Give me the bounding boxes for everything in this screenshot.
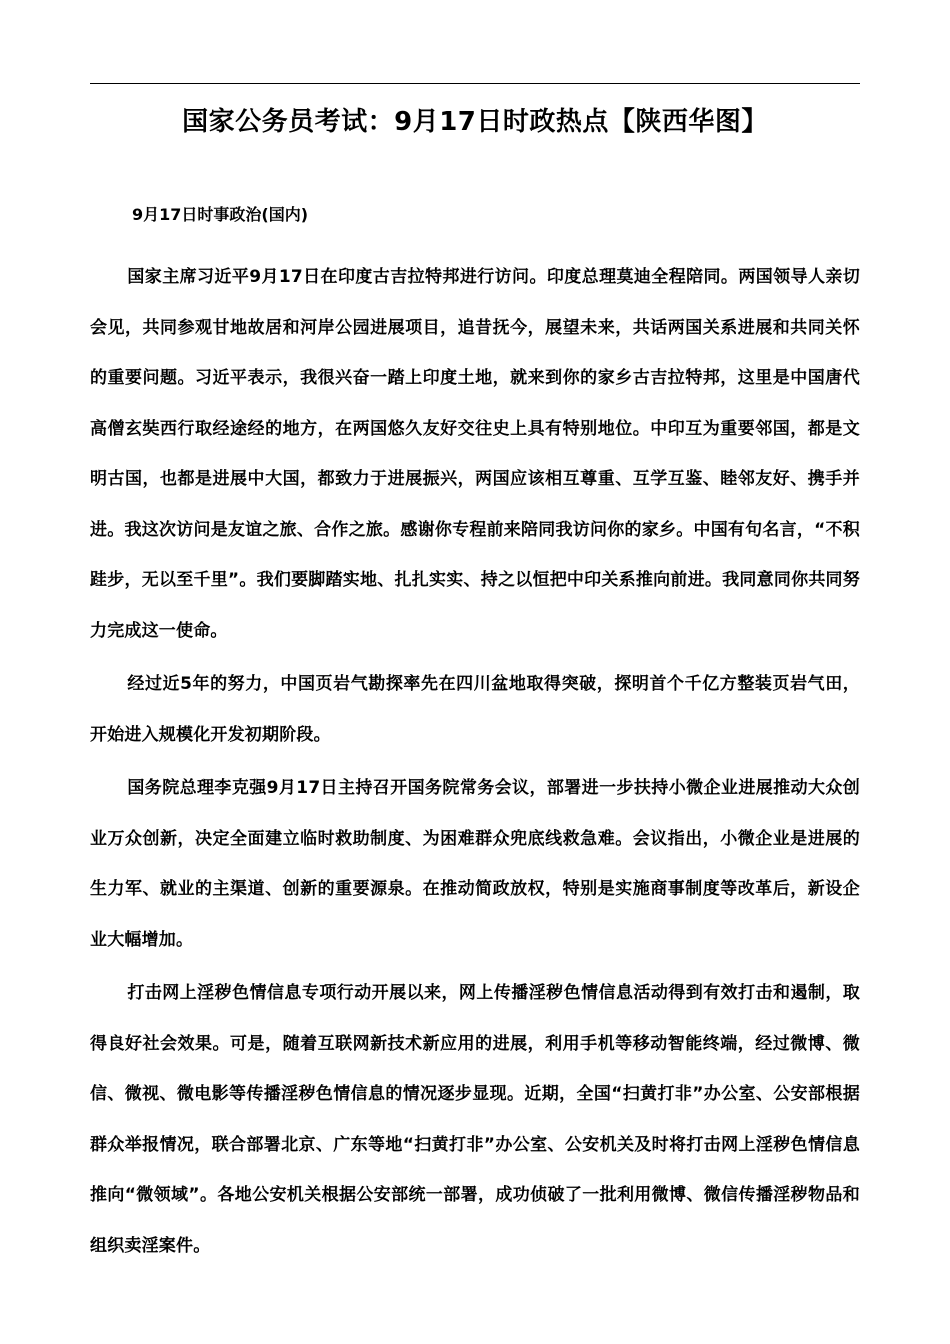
document-body [90, 252, 860, 1274]
paragraph: 打击网上淫秽色情信息专项行动开展以来，网上传播淫秽色情信息活动得到有效打击和遏制，取得良好社会效果。可是，随着互联网新技术新应用的进展，利用手机等移动智能终端，经过微博、微信、微视、微电影等传播淫秽色情信息的情况逐步显现。近期，全国“扫黄打非”办公室、公安部根据群众举报情况，联合部署北京、广东等地“扫黄打非”办公室、公安机关及时将打击网上淫秽色情信息推向“微领域”。各地公安机关根据公安部统一部署，成功侦破了一批利用微博、微信传播淫秽物品和组织卖淫案件。 [90, 983, 860, 1256]
paragraph: 经过近5年的努力，中国页岩气勘探率先在四川盆地取得突破，探明首个千亿方整装页岩气田，开始进入规模化开发初期阶段。 [90, 674, 860, 745]
header-rule [90, 83, 860, 84]
paragraph: 国务院总理李克强9月17日主持召开国务院常务会议，部署进一步扶持小微企业进展推动大众创业万众创新，决定全面建立临时救助制度、为困难群众兜底线救急难。会议指出，小微企业是进展的生力军、就业的主渠道、创新的重要源泉。在推动简政放权，特别是实施商事制度等改革后，新设企业大幅增加。 [90, 778, 860, 950]
paragraph: 国家主席习近平9月17日在印度古吉拉特邦进行访问。印度总理莫迪全程陪同。两国领导人亲切会见，共同参观甘地故居和河岸公园进展项目，追昔抚今，展望未来，共话两国关系进展和共同关怀的重要问题。习近平表示，我很兴奋一踏上印度土地，就来到你的家乡古吉拉特邦，这里是中国唐代高僧玄奘西行取经途经的地方，在两国悠久友好交往史上具有特别地位。中印互为重要邻国，都是文明古国，也都是进展中大国，都致力于进展振兴，两国应该相互尊重、互学互鉴、睦邻友好、携手并进。我这次访问是友谊之旅、合作之旅。感谢你专程前来陪同我访问你的家乡。中国有句名言，“不积跬步，无以至千里”。我们要脚踏实地、扎扎实实、持之以恒把中印关系推向前进。我同意同你共同努力完成这一使命。 [90, 267, 860, 641]
document-title: 国家公务员考试：9月17日时政热点【陕西华图】 [182, 107, 768, 137]
section-heading: 9月17日时事政治(国内) [132, 205, 309, 224]
